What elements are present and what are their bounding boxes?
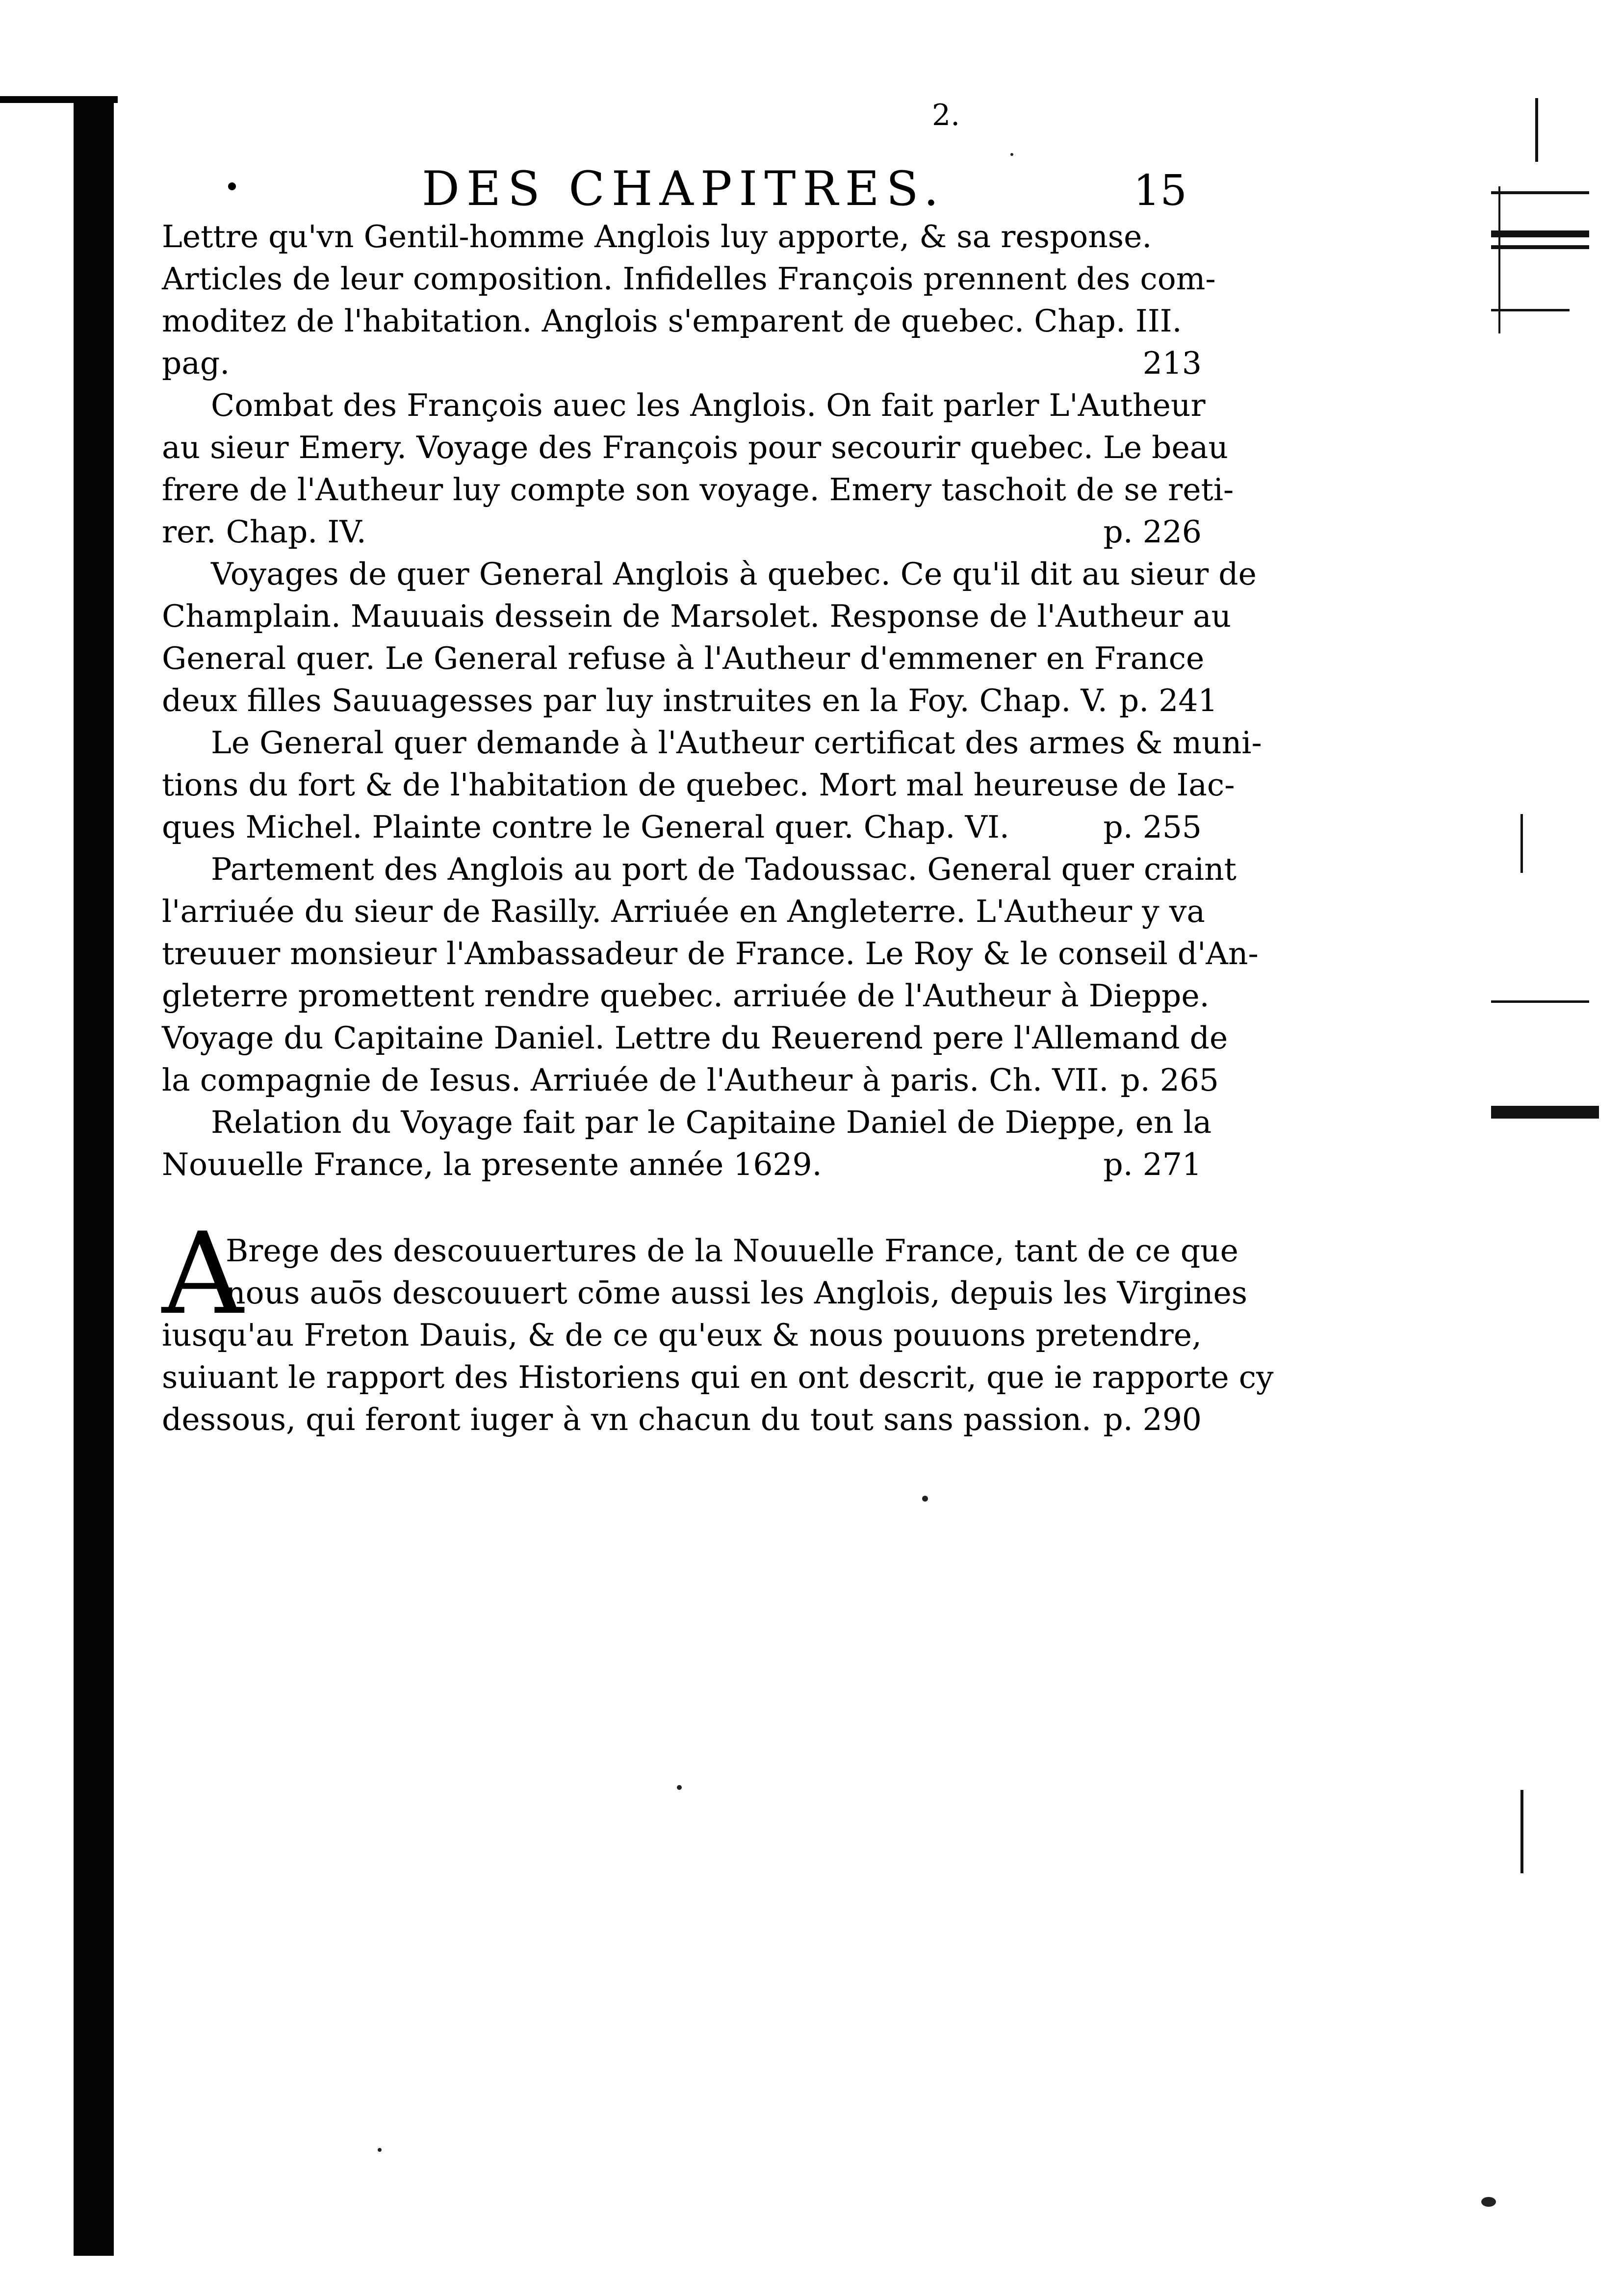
toc-line: Le General quer demande à l'Autheur certificat des armes & muni- xyxy=(211,725,1262,761)
toc-line: frere de l'Autheur luy compte son voyage. Emery taschoit de se reti- xyxy=(162,472,1234,508)
scan-speck xyxy=(378,2148,382,2152)
edge-fragment xyxy=(1520,814,1523,873)
page-ref: p. 271 xyxy=(1103,1147,1202,1182)
page-ref: p. 241 xyxy=(1119,683,1218,718)
toc-line: ques Michel. Plainte contre le General quer. Chap. VI. p. 255 xyxy=(162,806,1202,848)
toc-line: l'arriuée du sieur de Rasilly. Arriuée en Angleterre. L'Autheur y va xyxy=(162,893,1205,929)
toc-line: moditez de l'habitation. Anglois s'emparent de quebec. Chap. III. xyxy=(162,303,1182,339)
toc-line: Articles de leur composition. Infidelles François prennent des com- xyxy=(162,261,1216,297)
edge-fragment xyxy=(1535,98,1538,162)
running-title: DES CHAPITRES. xyxy=(422,161,946,216)
edge-fragment xyxy=(1520,1790,1523,1873)
signature-mark: 2. xyxy=(932,98,960,132)
table-of-contents xyxy=(162,216,1274,1441)
toc-line: suiuant le rapport des Historiens qui en ont descrit, que ie rapporte cy xyxy=(162,1359,1274,1395)
page-ref: p. 255 xyxy=(1103,809,1202,845)
page-ref: p. 226 xyxy=(1103,514,1202,550)
header-bullet xyxy=(228,182,236,190)
toc-line: Champlain. Mauuais dessein de Marsolet. Response de l'Autheur au xyxy=(162,598,1232,634)
folio-number: 15 xyxy=(1133,166,1187,215)
toc-line: treuuer monsieur l'Ambassadeur de France. Le Roy & le conseil d'An- xyxy=(162,936,1259,971)
scan-speck xyxy=(922,1496,928,1502)
toc-line: la compagnie de Iesus. Arriuée de l'Autheur à paris. Ch. VII. p. 265 xyxy=(162,1059,1202,1101)
page-ref: p. 290 xyxy=(1103,1402,1202,1437)
edge-rule xyxy=(1491,191,1589,194)
toc-line: Voyage du Capitaine Daniel. Lettre du Reuerend pere l'Allemand de xyxy=(162,1020,1228,1056)
toc-line: Nouuelle France, la presente année 1629. p. 271 xyxy=(162,1144,1202,1186)
toc-line: pag. 213 xyxy=(162,342,1202,384)
edge-rule xyxy=(1491,245,1589,249)
toc-line: Lettre qu'vn Gentil-homme Anglois luy apporte, & sa response. xyxy=(162,219,1152,255)
toc-line: rer. Chap. IV. p. 226 xyxy=(162,511,1202,553)
toc-line: au sieur Emery. Voyage des François pour secourir quebec. Le beau xyxy=(162,430,1228,465)
toc-line: Voyages de quer General Anglois à quebec. Ce qu'il dit au sieur de xyxy=(211,556,1257,592)
edge-rule xyxy=(1491,1000,1589,1003)
toc-line: General quer. Le General refuse à l'Autheur d'emmener en France xyxy=(162,640,1205,676)
drop-capital: A xyxy=(162,1209,244,1340)
toc-line: Partement des Anglois au port de Tadoussac. General quer craint xyxy=(211,851,1237,887)
page-ref: 213 xyxy=(1142,345,1202,381)
toc-line: Relation du Voyage fait par le Capitaine Daniel de Dieppe, en la xyxy=(211,1104,1212,1140)
toc-line: Combat des François auec les Anglois. On fait parler L'Autheur xyxy=(211,387,1206,423)
toc-line: deux filles Sauuagesses par luy instruites en la Foy. Chap. V. p. 241 xyxy=(162,680,1202,722)
edge-rule xyxy=(1491,1106,1599,1119)
running-header xyxy=(221,162,1202,216)
scan-speck xyxy=(677,1785,682,1790)
toc-line: gleterre promettent rendre quebec. arriuée de l'Autheur à Dieppe. xyxy=(162,978,1210,1014)
toc-line: nous auōs descouuert cōme aussi les Anglois, depuis les Virgines xyxy=(226,1275,1248,1311)
final-entry xyxy=(162,1209,1274,1441)
edge-rule xyxy=(1491,230,1589,237)
scan-speck xyxy=(1010,153,1013,156)
edge-fragment xyxy=(1498,186,1500,333)
page-ref: p. 265 xyxy=(1120,1062,1219,1098)
toc-line: iusqu'au Freton Dauis, & de ce qu'eux & nous pouuons pretendre, xyxy=(162,1317,1202,1353)
toc-line: Brege des descouuertures de la Nouuelle France, tant de ce que xyxy=(226,1233,1238,1269)
binding-shadow xyxy=(74,98,114,2256)
toc-line: dessous, qui feront iuger à vn chacun du tout sans passion. p. 290 xyxy=(162,1399,1202,1441)
toc-line: tions du fort & de l'habitation de quebec. Mort mal heureuse de Iac- xyxy=(162,767,1235,803)
edge-rule xyxy=(1491,309,1570,311)
scan-speck xyxy=(1481,2197,1496,2207)
